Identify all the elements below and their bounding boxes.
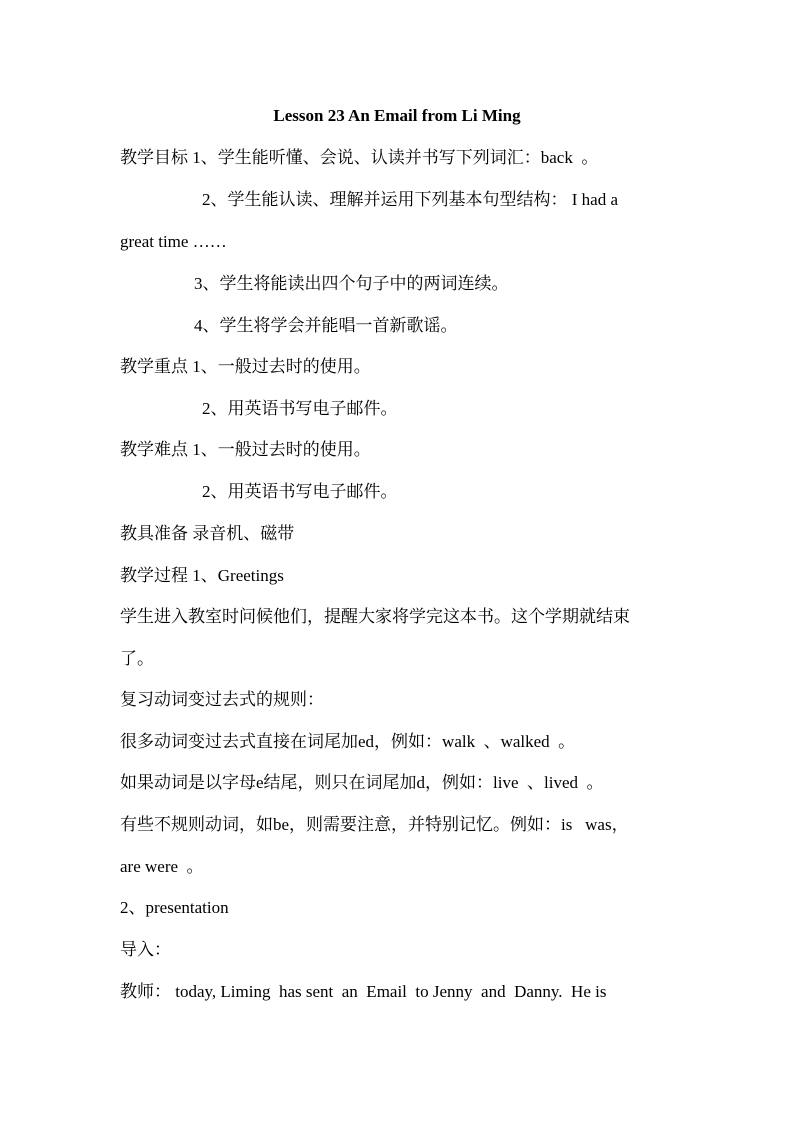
rule-line-2: 如果动词是以字母e结尾，则只在词尾加d，例如：live 、lived 。 [120, 773, 604, 792]
teacher-line: 教师： today, Liming has sent an Email to Jenny and Danny. He is [120, 982, 607, 1001]
key-point-line-1: 教学重点 1、一般过去时的使用。 [120, 357, 371, 376]
difficulty-line-2: 2、用英语书写电子邮件。 [202, 482, 398, 501]
greeting-paragraph-line-2: 了。 [120, 649, 154, 668]
introduction-label: 导入： [120, 940, 171, 959]
objective-line-2: 2、学生能认读、理解并运用下列基本句型结构： I had a [202, 190, 619, 209]
rule-line-3: 有些不规则动词，如be，则需要注意，并特别记忆。例如：is was， [120, 815, 629, 834]
greeting-paragraph-line-1: 学生进入教室时问候他们，提醒大家将学完这本书。这个学期就结束 [120, 607, 630, 626]
key-point-line-2: 2、用英语书写电子邮件。 [202, 399, 398, 418]
objective-line-4: 4、学生将学会并能唱一首新歌谣。 [194, 316, 458, 335]
presentation-heading: 2、presentation [120, 898, 229, 917]
rule-line-3-continued: are were 。 [120, 857, 204, 876]
materials-line: 教具准备 录音机、磁带 [120, 524, 295, 543]
document-title: Lesson 23 An Email from Li Ming [273, 106, 521, 125]
rule-line-1: 很多动词变过去式直接在词尾加ed，例如：walk 、walked 。 [120, 732, 576, 751]
difficulty-line-1: 教学难点 1、一般过去时的使用。 [120, 440, 371, 459]
review-heading: 复习动词变过去式的规则： [120, 690, 324, 709]
objective-line-1: 教学目标 1、学生能听懂、会说、认读并书写下列词汇：back 。 [120, 148, 599, 167]
procedure-line: 教学过程 1、Greetings [120, 566, 284, 585]
objective-line-2-continued: great time …… [120, 232, 227, 251]
objective-line-3: 3、学生将能读出四个句子中的两词连续。 [194, 274, 509, 293]
